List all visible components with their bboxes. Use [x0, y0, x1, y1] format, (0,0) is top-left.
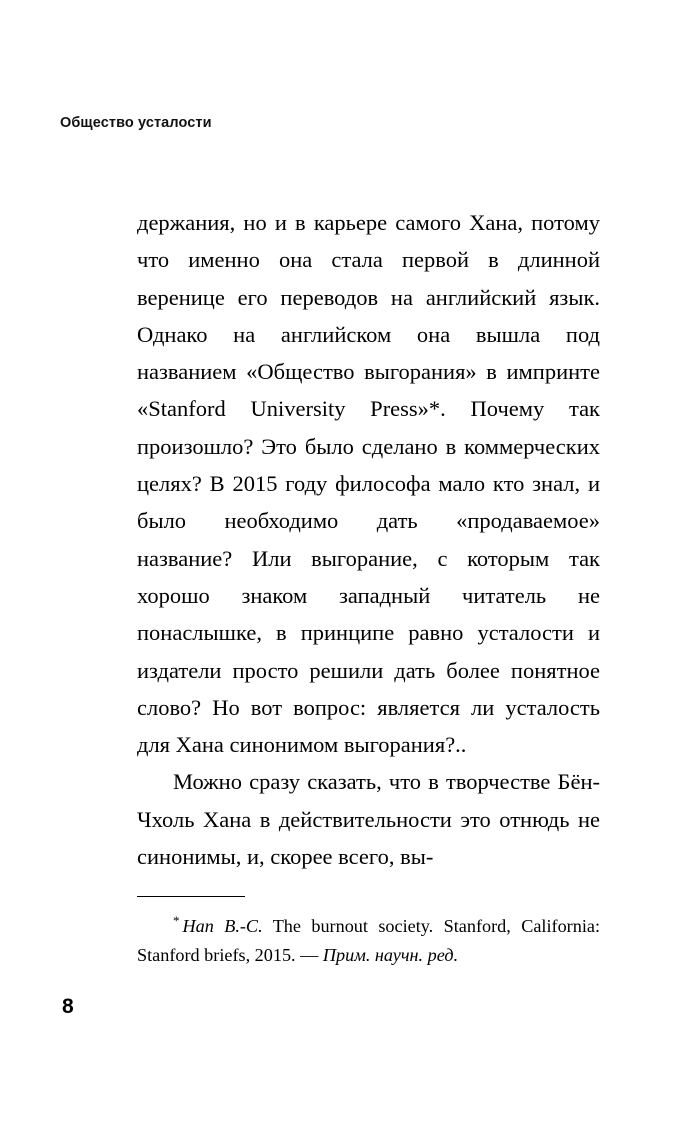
- footnote-marker: *: [173, 913, 180, 928]
- footnote-text: [137, 906, 600, 970]
- footnote-rule: [137, 896, 245, 897]
- footnote-citation: The burnout society. Stanford, California: Stanford briefs, 2015. —: [137, 916, 600, 966]
- footnote-editor-note: Прим. научн. ред.: [322, 945, 459, 966]
- paragraph-2: Можно сразу сказать, что в творчестве Бён-Чхоль Хана в действительности это отнюдь не синонимы, и, скорее всего, вы-: [137, 769, 600, 870]
- body-text: [137, 204, 600, 875]
- page-number: 8: [62, 995, 74, 1018]
- running-head: Общество усталости: [60, 115, 212, 131]
- paragraph-1: держания, но и в карьере самого Хана, потому что именно она стала первой в длинной веренице его переводов на английский язык. Однако на английском она вышла под названием «Общество выгорания» в импринте «Stanford University Press»*. Почему так произошло? Это было сделано в коммерческих целях? В 2015 году философа мало кто знал, и было необходимо дать «продаваемое» название? Или выгорание, с которым так хорошо знаком западный читатель не понаслышке, в принципе равно усталости и издатели просто решили дать более понятное слово? Но вот вопрос: является ли усталость для Хана синонимом выгорания?..: [137, 210, 600, 758]
- footnote-author: Han B.-C.: [182, 916, 263, 937]
- footnote: [137, 896, 600, 970]
